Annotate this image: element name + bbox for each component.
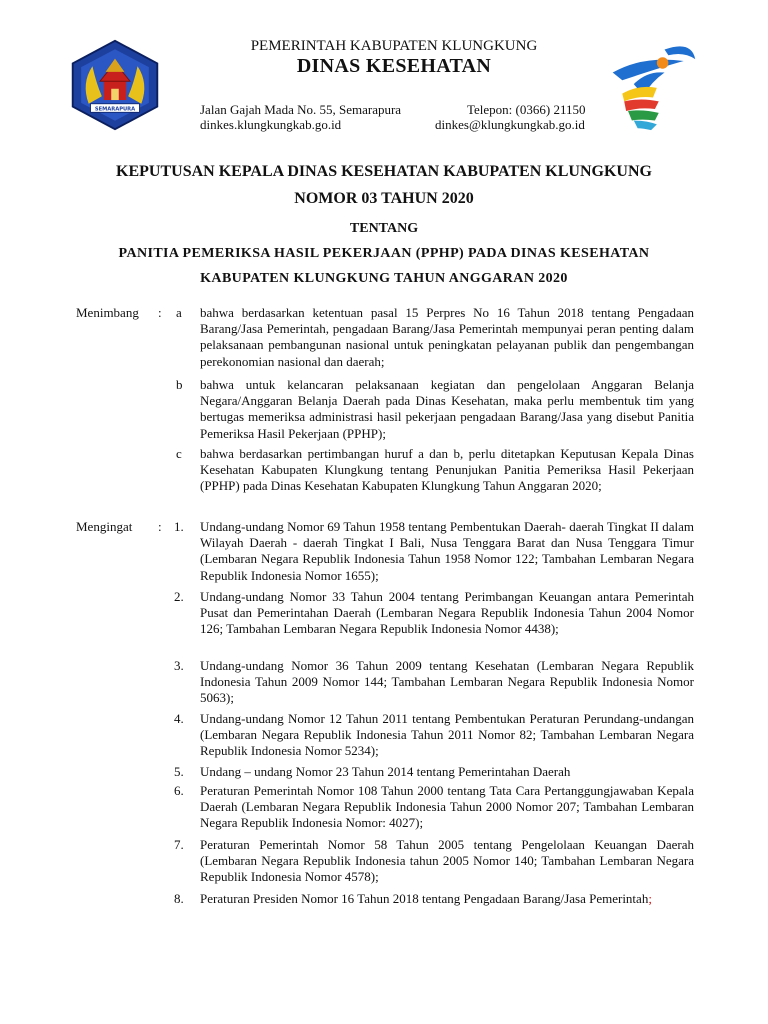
mengingat-item: Undang – undang Nomor 23 Tahun 2014 tentang Pemerintahan Daerah: [200, 764, 571, 779]
menimbang-item: bahwa berdasarkan pertimbangan huruf a dan b, perlu ditetapkan Keputusan Kepala Dinas Kesehatan Kabupaten Klungkung tentang Penunjukan Panitia Pemeriksa Hasil Pekerjaan (PPHP) pada Dinas Kesehatan Kabupaten Klungkung Tahun Anggaran 2020;: [200, 446, 694, 494]
mengingat-marker: 7.: [174, 837, 184, 852]
mengingat-item: Peraturan Pemerintah Nomor 108 Tahun 2000 tentang Tata Cara Pertanggungjawaban Kepala Daerah (Lembaran Negara Republik Indonesia Tahun 2000 Nomor 207; Tambahan Lembaran Negara Republik Indonesia Nomor: 4027);: [200, 783, 694, 831]
office-phone: Telepon: (0366) 21150: [467, 102, 586, 117]
menimbang-item: bahwa berdasarkan ketentuan pasal 15 Perpres No 16 Tahun 2018 tentang Pengadaan Barang/Jasa Pemerintah, pengadaan Barang/Jasa Pemerintah mempunyai peran penting dalam pelaksanaan pembangunan nasional untuk peningkatan pelayanan publik dan pengembangan perekonomian nasional dan daerah;: [200, 305, 694, 369]
office-website: dinkes.klungkungkab.go.id: [200, 117, 342, 132]
menimbang-colon: :: [158, 305, 162, 320]
svg-text:SEMARAPURA: SEMARAPURA: [94, 106, 136, 113]
decree-title: KEPUTUSAN KEPALA DINAS KESEHATAN KABUPATEN KLUNGKUNG: [116, 163, 652, 180]
mengingat-marker: 5.: [174, 764, 184, 779]
mengingat-marker: 4.: [174, 711, 184, 726]
mengingat-marker: 6.: [174, 783, 184, 798]
mengingat-marker: 8.: [174, 891, 184, 906]
mengingat-item: Peraturan Pemerintah Nomor 58 Tahun 2005 tentang Pengelolaan Keuangan Daerah (Lembaran Negara Republik Indonesia tahun 2005 Nomor 140; Tambahan Lembaran Negara Republik Indonesia Nomor 4578);: [200, 837, 694, 885]
mengingat-marker: 1.: [174, 519, 184, 534]
mengingat-item: Undang-undang Nomor 33 Tahun 2004 tentang Perimbangan Keuangan antara Pemerintah Pusat dan Pemerintahan Daerah (Lembaran Negara Republik Indonesia Tahun 2004 Nomor 126; Tambahan Lembaran Negara Republik Indonesia Nomor 4438);: [200, 589, 694, 637]
mengingat-label: Mengingat: [76, 519, 133, 534]
mengingat-marker: 3.: [174, 658, 184, 673]
mengingat-item: Undang-undang Nomor 69 Tahun 1958 tentang Pembentukan Daerah- daerah Tingkat II dalam Wilayah Daerah - daerah Tingkat I Bali, Nusa Tenggara Barat dan Nusa Tenggara Timur (Lembaran Negara Republik Indonesia Tahun 1958 Nomor 122; Tambahan Lembaran Negara Republik Indonesia Nomor 1655);: [200, 519, 694, 583]
menimbang-label: Menimbang: [76, 305, 139, 320]
mengingat-colon: :: [158, 519, 162, 534]
menimbang-item: bahwa untuk kelancaran pelaksanaan kegiatan dan pengelolaan Anggaran Belanja Negara/Anggaran Belanja Daerah pada Dinas Kesehatan, maka perlu membentuk tim yang bertugas memeriksa administrasi hasil pekerjaan pengadaan Barang/Jasa yang disebut Panitia Pemeriksa Hasil Pekerjaan (PPHP);: [200, 377, 694, 441]
decree-about-heading: TENTANG: [349, 221, 419, 236]
menimbang-marker: c: [176, 446, 182, 461]
mengingat-marker: 2.: [174, 589, 184, 604]
department-name: DINAS KESEHATAN: [296, 55, 492, 77]
menimbang-marker: a: [176, 305, 182, 320]
mengingat-item-suffix: ;: [648, 891, 652, 906]
mengingat-item: Undang-undang Nomor 12 Tahun 2011 tentang Pembentukan Peraturan Perundang-undangan (Lembaran Negara Republik Indonesia Tahun 2011 Nomor 82; Tambahan Lembaran Negara Republik Indonesia Nomor 5234);: [200, 711, 694, 759]
office-email: dinkes@klungkungkab.go.id: [435, 117, 585, 132]
decree-number: NOMOR 03 TAHUN 2020: [294, 190, 474, 207]
mengingat-item: Undang-undang Nomor 36 Tahun 2009 tentang Kesehatan (Lembaran Negara Republik Indonesia Tahun 2009 Nomor 144; Tambahan Lembaran Negara Republik Indonesia Nomor 5063);: [200, 658, 694, 706]
decree-subject-line-1: PANITIA PEMERIKSA HASIL PEKERJAAN (PPHP) PADA DINAS KESEHATAN: [118, 246, 650, 261]
decree-subject-line-2: KABUPATEN KLUNGKUNG TAHUN ANGGARAN 2020: [200, 271, 568, 286]
government-name: PEMERINTAH KABUPATEN KLUNGKUNG: [250, 38, 538, 54]
mengingat-item-8: [200, 891, 694, 907]
menimbang-marker: b: [176, 377, 183, 392]
mengingat-item-text: Peraturan Presiden Nomor 16 Tahun 2018 tentang Pengadaan Barang/Jasa Pemerintah: [200, 891, 649, 906]
office-address: Jalan Gajah Mada No. 55, Semarapura: [200, 102, 402, 117]
